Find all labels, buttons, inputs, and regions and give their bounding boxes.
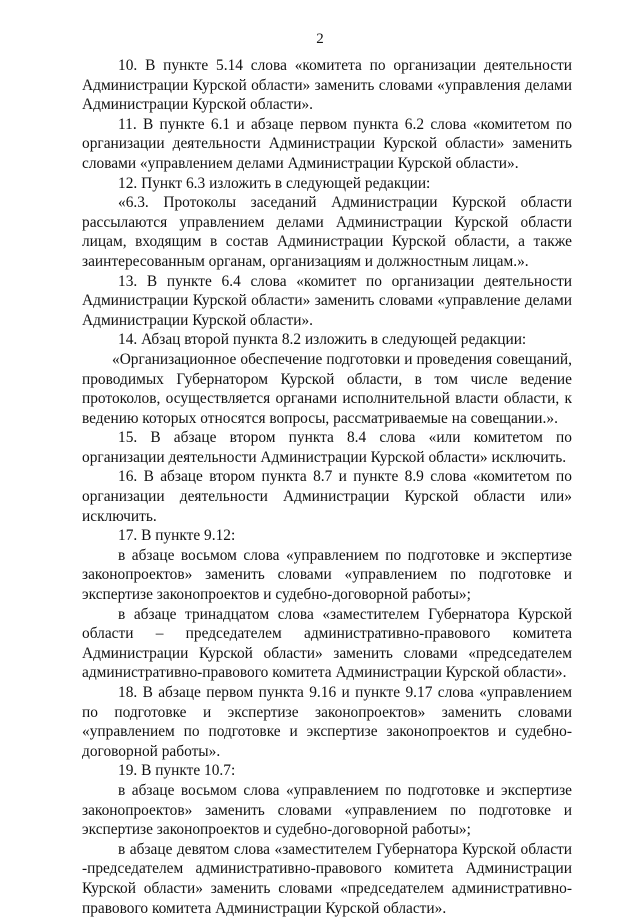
paragraph-quote-6-3: «6.3. Протоколы заседаний Администрации Курской области рассылаются управлением делами Администрации Курской области лицам, входящим в состав Администрации Курской области, а также заинтересованным органам, организациям и должностным лицам.».: [82, 194, 572, 270]
paragraph-quote-8-2: «Организационное обеспечение подготовки и проведения совещаний, проводимых Губернатором Курской области, в том числе ведение протоколов, осуществляется органами исполнительной власти области, к ведению которых относятся вопросы, рассматриваемые на совещании.».: [82, 350, 572, 427]
paragraph-item-18: 18. В абзаце первом пункта 9.16 и пункте 9.17 слова «управлением по подготовке и экспертизе законопроектов» заменить словами «управлением по подготовке и экспертизе законопроектов и судебно-договорной работы».: [82, 684, 572, 760]
paragraph-item-14: 14. Абзац второй пункта 8.2 изложить в следующей редакции:: [118, 331, 527, 349]
paragraph-item-19: 19. В пункте 10.7:: [118, 762, 236, 780]
paragraph-item-10: 10. В пункте 5.14 слова «комитета по организации деятельности Администрации Курской области» заменить словами «управления делами Администрации Курской области».: [82, 57, 572, 114]
paragraph-19-sub-2: в абзаце девятом слова «заместителем Губернатора Курской области -председателем административно-правового комитета Администрации Курской области» заменить словами «председателем административно-правового комитета Администрации Курской области».: [82, 840, 572, 917]
document-body: [82, 56, 572, 918]
paragraph-item-13: 13. В пункте 6.4 слова «комитет по организации деятельности Администрации Курской области» заменить словами «управление делами Администрации Курской области».: [82, 272, 572, 329]
paragraph-17-sub-1: в абзаце восьмом слова «управлением по подготовке и экспертизе законопроектов» заменить словами «управлением по подготовке и экспертизе законопроектов и судебно-договорной работы»;: [82, 546, 572, 604]
paragraph-item-16: 16. В абзаце втором пункта 8.7 и пункте 8.9 слова «комитетом по организации деятельности Администрации Курской области или» исключить.: [82, 468, 572, 525]
paragraph-item-17: 17. В пункте 9.12:: [118, 527, 236, 545]
paragraph-item-12: 12. Пункт 6.3 изложить в следующей редакции:: [118, 174, 431, 192]
page-number: 2: [316, 31, 324, 47]
paragraph-item-11: 11. В пункте 6.1 и абзаце первом пункта 6.2 слова «комитетом по организации деятельности Администрации Курской области» заменить словами «управлением делами Администрации Курской области».: [82, 115, 572, 172]
paragraph-17-sub-2: в абзаце тринадцатом слова «заместителем Губернатора Курской области – председателем административно-правового комитета Администрации Курской области» заменить словами «председателем административно-правового комитета Администрации Курской области».: [82, 605, 572, 682]
paragraph-19-sub-1: в абзаце восьмом слова «управлением по подготовке и экспертизе законопроектов» заменить словами «управлением по подготовке и экспертизе законопроектов и судебно-договорной работы»;: [82, 781, 572, 839]
paragraph-item-15: 15. В абзаце втором пункта 8.4 слова «или комитетом по организации деятельности Администрации Курской области» исключить.: [82, 429, 572, 466]
